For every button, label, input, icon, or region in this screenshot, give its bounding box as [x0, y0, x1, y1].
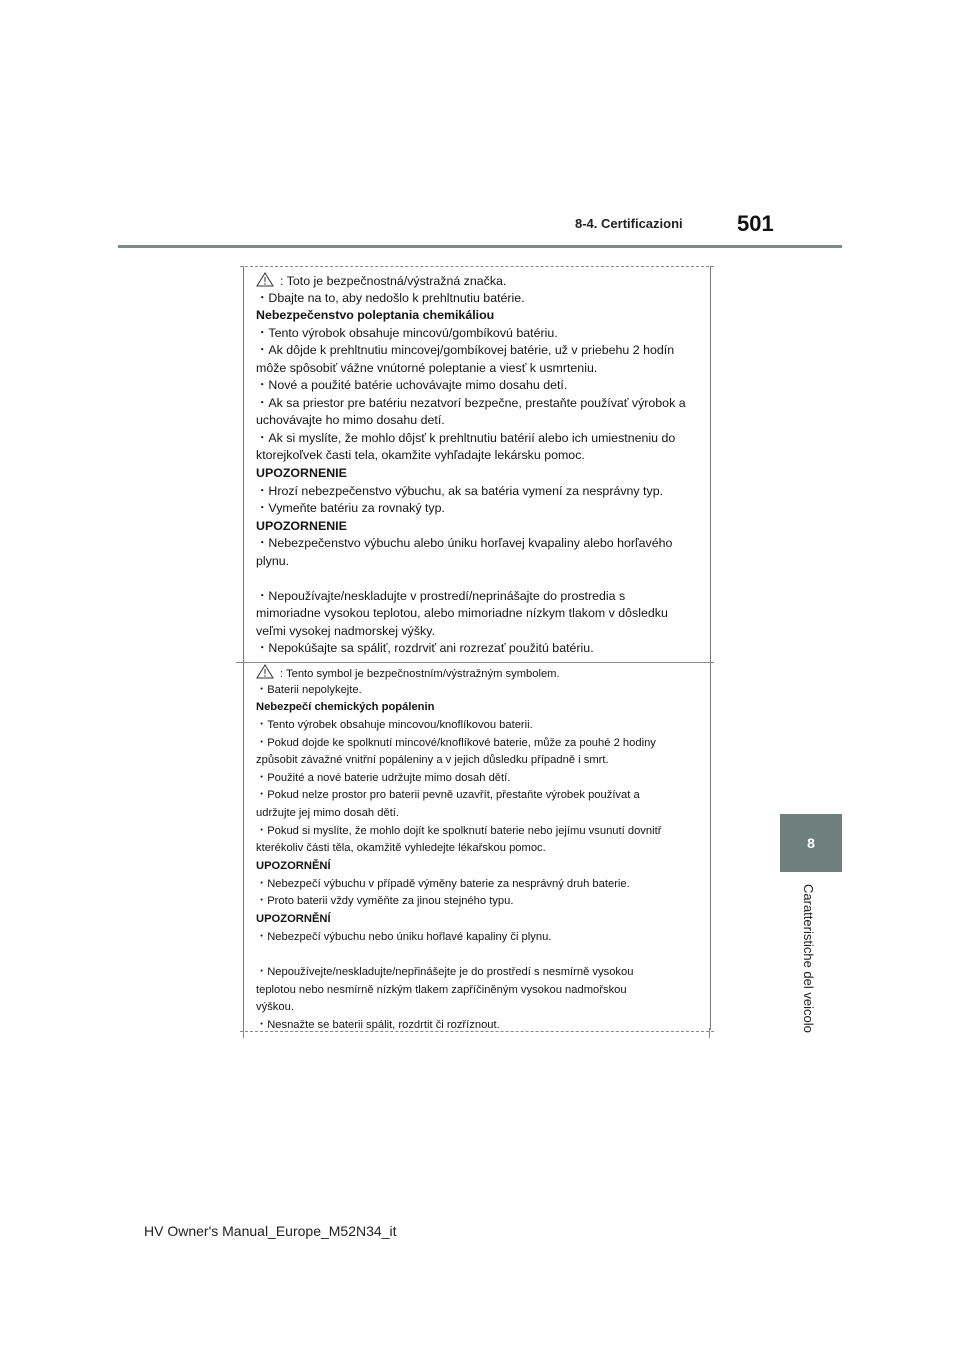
- text-line: ・Použité a nové baterie udržujte mimo dosah dětí.: [256, 771, 511, 784]
- text-line: ・Baterii nepolykejte.: [256, 683, 362, 696]
- text-line: ・Nepokúšajte sa spáliť, rozdrviť ani rozrezať použitú batériu.: [256, 641, 594, 656]
- text-line: udržujte jej mimo dosah dětí.: [256, 807, 400, 820]
- text-line: ・Dbajte na to, aby nedošlo k prehltnutiu batérie.: [256, 290, 525, 305]
- symbol-note-text: : Toto je bezpečnostná/výstražná značka.: [280, 274, 507, 288]
- footer-document-title: HV Owner's Manual_Europe_M52N34_it: [144, 1223, 397, 1239]
- text-line: ・Ak sa priestor pre batériu nezatvorí bezpečne, prestaňte používať výrobok a: [256, 395, 686, 410]
- text-line: ・Nepoužívejte/neskladujte/nepřinášejte je do prostředí s nesmírně vysokou: [256, 965, 634, 978]
- page-number: 501: [737, 211, 774, 236]
- text-line: ・Ak dôjde k prehltnutiu mincovej/gombíkovej batérie, už v priebehu 2 hodín: [256, 343, 675, 358]
- text-line: ・Ak si myslíte, že mohlo dôjsť k prehltnutiu batérií alebo ich umiestneniu do: [256, 430, 676, 445]
- lines-sk: [256, 290, 706, 658]
- text-line: ・Nepoužívajte/neskladujte v prostredí/neprinášajte do prostredia s: [256, 588, 626, 603]
- text-line: uchovávajte ho mimo dosahu detí.: [256, 413, 445, 428]
- chapter-label: Caratteristiche del veicolo: [801, 884, 816, 1033]
- symbol-note-sk: [256, 272, 706, 290]
- chapter-tab[interactable]: [780, 814, 842, 872]
- text-line: ktorejkoľvek časti tela, okamžite vyhľadajte lekársku pomoc.: [256, 448, 585, 463]
- text-line: Nebezpečí chemických popálenin: [256, 701, 435, 714]
- text-line: ・Nebezpečí výbuchu v případě výměny baterie za nesprávný druh baterie.: [256, 877, 630, 890]
- text-line: ・Nebezpečí výbuchu nebo úniku hořlavé kapaliny či plynu.: [256, 930, 552, 943]
- text-line: [256, 946, 706, 964]
- text-line: ・Hrozí nebezpečenstvo výbuchu, ak sa batéria vymení za nesprávny typ.: [256, 483, 664, 498]
- chapter-number: 8: [807, 835, 815, 851]
- warning-text-slovak: [256, 272, 706, 658]
- warning-triangle-icon: [256, 272, 274, 287]
- section-title: 8-4. Certificazioni: [575, 216, 683, 231]
- text-line: teplotou nebo nesmírně nízkým tlakem zapříčiněným vysokou nadmořskou: [256, 983, 627, 996]
- text-line: ・Nové a použité batérie uchovávajte mimo dosahu detí.: [256, 378, 568, 393]
- text-line: ・Pokud si myslíte, že mohlo dojít ke spolknutí baterie nebo jejímu vsunutí dovnitř: [256, 824, 662, 837]
- text-line: veľmi vysokej nadmorskej výšky.: [256, 623, 435, 638]
- header-divider: [118, 245, 842, 248]
- lines-cs: [256, 682, 706, 1035]
- text-line: môže spôsobiť vážne vnútorné poleptanie a viesť k usmrteniu.: [256, 360, 598, 375]
- symbol-note-text: : Tento symbol je bezpečnostním/výstražným symbolem.: [280, 668, 560, 680]
- warning-triangle-icon: [256, 664, 274, 679]
- text-line: kterékoliv části těla, okamžitě vyhledejte lékařskou pomoc.: [256, 842, 546, 855]
- text-line: ・Pokud nelze prostor pro baterii pevně uzavřít, přestaňte výrobek používat a: [256, 789, 640, 802]
- language-divider: [236, 662, 714, 663]
- text-line: ・Nebezpečenstvo výbuchu alebo úniku horľavej kvapaliny alebo horľavého: [256, 536, 673, 551]
- text-line: UPOZORNĚNÍ: [256, 912, 331, 925]
- label-edge-left: [243, 1028, 244, 1038]
- text-line: UPOZORNENIE: [256, 518, 347, 533]
- text-line: UPOZORNĚNÍ: [256, 860, 331, 873]
- text-line: ・Proto baterii vždy vyměňte za jinou stejného typu.: [256, 895, 514, 908]
- text-line: [256, 570, 706, 588]
- text-line: ・Tento výrobek obsahuje mincovou/knoflíkovou baterii.: [256, 718, 533, 731]
- text-line: UPOZORNENIE: [256, 466, 347, 481]
- text-line: výškou.: [256, 1001, 294, 1014]
- warning-text-czech: [256, 664, 706, 1034]
- label-edge-right: [709, 1028, 710, 1038]
- text-line: ・Nesnažte se baterii spálit, rozdrtit či rozříznout.: [256, 1018, 500, 1031]
- text-line: ・Tento výrobok obsahuje mincovú/gombíkovú batériu.: [256, 325, 558, 340]
- text-line: Nebezpečenstvo poleptania chemikáliou: [256, 308, 495, 323]
- text-line: mimoriadne vysokou teplotou, alebo mimoriadne nízkym tlakom v dôsledku: [256, 606, 668, 621]
- text-line: způsobit závažné vnitřní popáleniny a v jejich důsledku případně i smrt.: [256, 754, 609, 767]
- text-line: plynu.: [256, 553, 290, 568]
- text-line: ・Vymeňte batériu za rovnaký typ.: [256, 501, 445, 516]
- symbol-note-cs: [256, 664, 706, 682]
- text-line: ・Pokud dojde ke spolknutí mincové/knoflíkové baterie, může za pouhé 2 hodiny: [256, 736, 656, 749]
